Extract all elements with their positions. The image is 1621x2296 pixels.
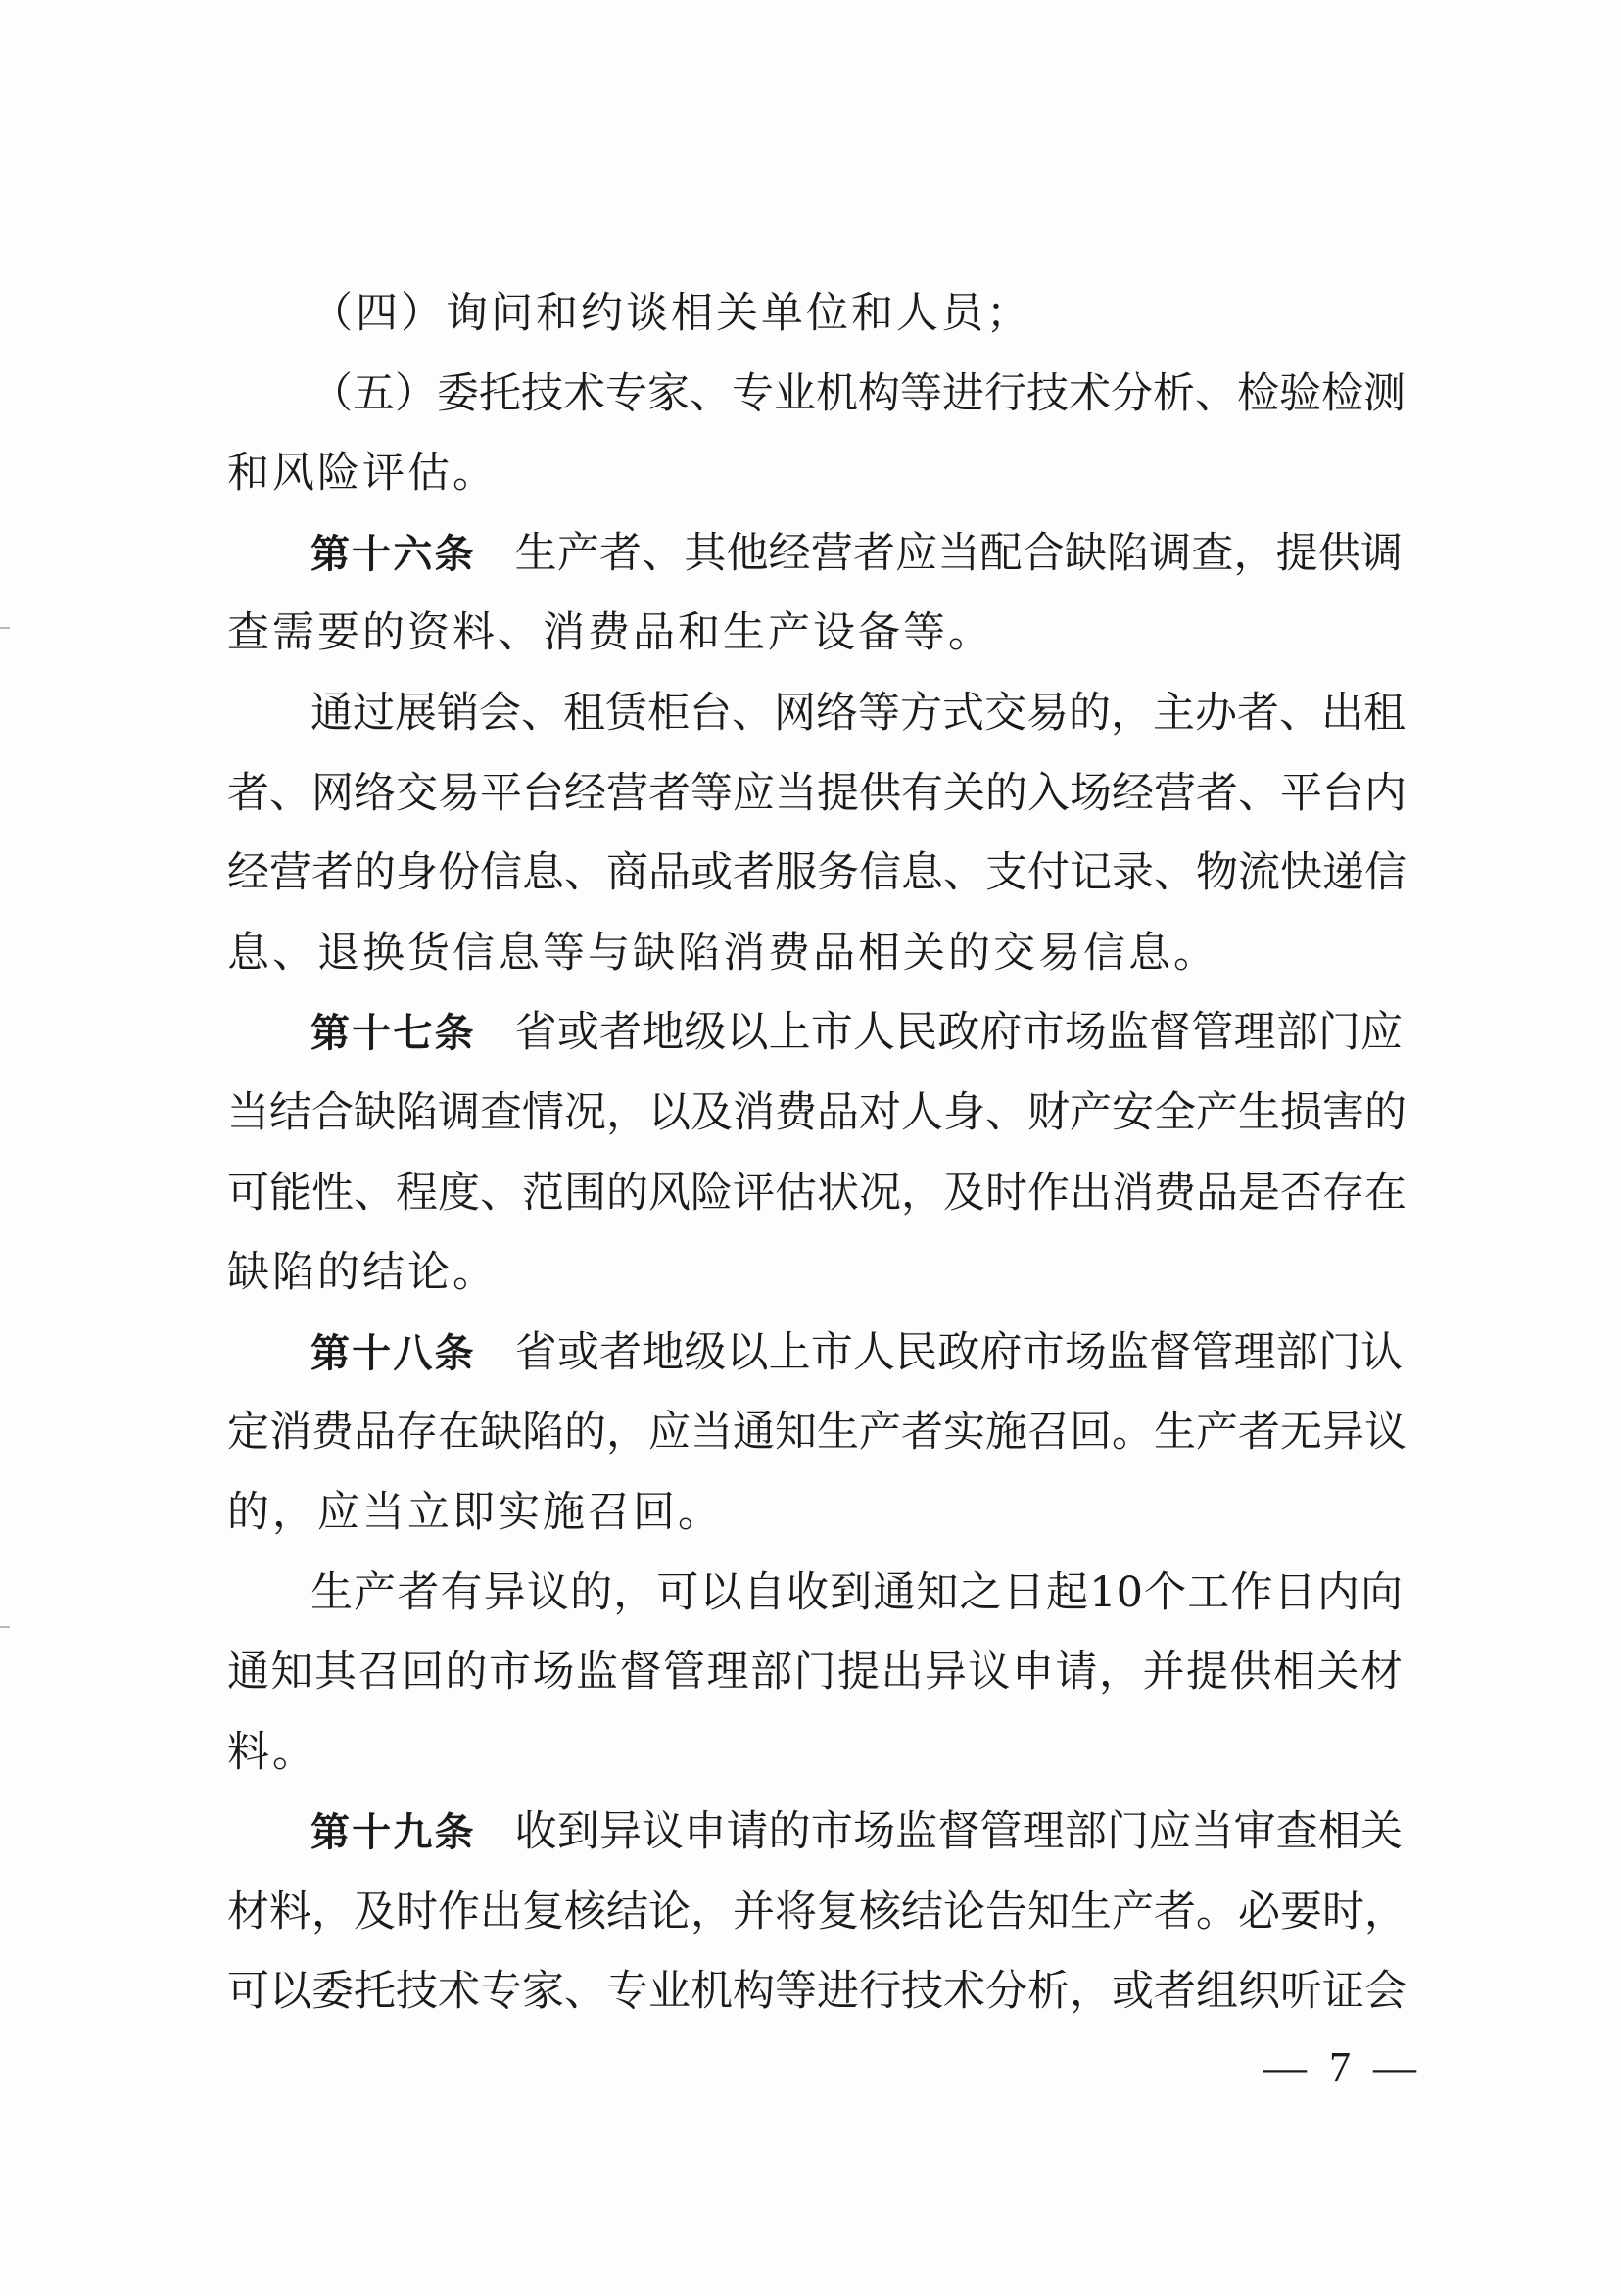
paragraph	[227, 1554, 1403, 1794]
text-line	[227, 594, 1403, 674]
article-paragraph	[227, 993, 1406, 1313]
line-text: 和风险评估。	[227, 449, 498, 499]
line-text: 经营者的身份信息、商品或者服务信息、支付记录、物流快递信	[227, 848, 1406, 898]
text-line	[227, 1793, 1403, 1873]
text-line	[227, 754, 1406, 835]
paragraph	[227, 274, 1403, 355]
line-text: 通过展销会、租赁柜台、网络等方式交易的，主办者、出租	[310, 688, 1406, 738]
scan-mark	[0, 1626, 10, 1628]
line-text: 生产者有异议的，可以自收到通知之日起10个工作日内向	[310, 1567, 1403, 1617]
line-text: 息、退换货信息等与缺陷消费品相关的交易信息。	[227, 928, 1218, 978]
article-heading: 第十七条	[310, 1011, 476, 1057]
text-line	[227, 1074, 1406, 1154]
line-text: 生产者、其他经营者应当配合缺陷调查，提供调	[514, 528, 1404, 578]
line-text: 材料，及时作出复核结论，并将复核结论告知生产者。必要时，	[227, 1887, 1406, 1937]
document-body	[227, 274, 1406, 2033]
text-line	[227, 1393, 1406, 1473]
line-text: 料。	[227, 1727, 317, 1777]
text-line	[227, 434, 1403, 514]
article-heading: 第十八条	[310, 1330, 476, 1376]
line-text: 可以委托技术专家、专业机构等进行技术分析，或者组织听证会	[227, 1967, 1406, 2017]
line-text: 省或者地级以上市人民政府市场监督管理部门应	[514, 1008, 1404, 1058]
text-line	[227, 1473, 1403, 1554]
page-number: — 7 —	[1263, 2043, 1422, 2091]
article-heading: 第十六条	[310, 531, 476, 577]
text-line	[227, 1713, 1403, 1794]
article-paragraph	[227, 1793, 1406, 2033]
scan-mark	[0, 627, 10, 629]
line-text: 缺陷的结论。	[227, 1248, 498, 1298]
line-text: 省或者地级以上市人民政府市场监督管理部门认	[514, 1327, 1404, 1377]
paragraph	[227, 355, 1406, 514]
text-line	[227, 1873, 1406, 1953]
text-line	[227, 1314, 1403, 1394]
text-line	[227, 514, 1403, 595]
line-text: 定消费品存在缺陷的，应当通知生产者实施召回。生产者无异议	[227, 1408, 1406, 1458]
text-line	[227, 1633, 1403, 1713]
line-text: 查需要的资料、消费品和生产设备等。	[227, 608, 993, 658]
text-line	[227, 993, 1403, 1074]
line-text: 通知其召回的市场监督管理部门提出异议申请，并提供相关材	[227, 1648, 1403, 1698]
article-heading: 第十九条	[310, 1810, 476, 1856]
line-text: （五）委托技术专家、专业机构等进行技术分析、检验检测	[310, 368, 1406, 418]
text-line	[227, 834, 1406, 914]
line-text: 者、网络交易平台经营者等应当提供有关的入场经营者、平台内	[227, 768, 1406, 818]
text-line	[227, 274, 1403, 355]
text-line	[227, 355, 1406, 435]
line-text: 可能性、程度、范围的风险评估状况，及时作出消费品是否存在	[227, 1168, 1406, 1218]
text-line	[227, 1554, 1403, 1634]
paragraph	[227, 674, 1406, 993]
article-paragraph	[227, 514, 1403, 674]
text-line	[227, 1952, 1406, 2033]
text-line	[227, 914, 1403, 994]
line-text: 收到异议申请的市场监督管理部门应当审查相关	[514, 1807, 1404, 1857]
line-text: （四）询问和约谈相关单位和人员；	[310, 289, 1031, 338]
article-paragraph	[227, 1314, 1406, 1554]
text-line	[227, 1154, 1406, 1234]
line-text: 当结合缺陷调查情况，以及消费品对人身、财产安全产生损害的	[227, 1087, 1406, 1137]
text-line	[227, 1233, 1403, 1314]
line-text: 的，应当立即实施召回。	[227, 1487, 723, 1537]
text-line	[227, 674, 1406, 754]
